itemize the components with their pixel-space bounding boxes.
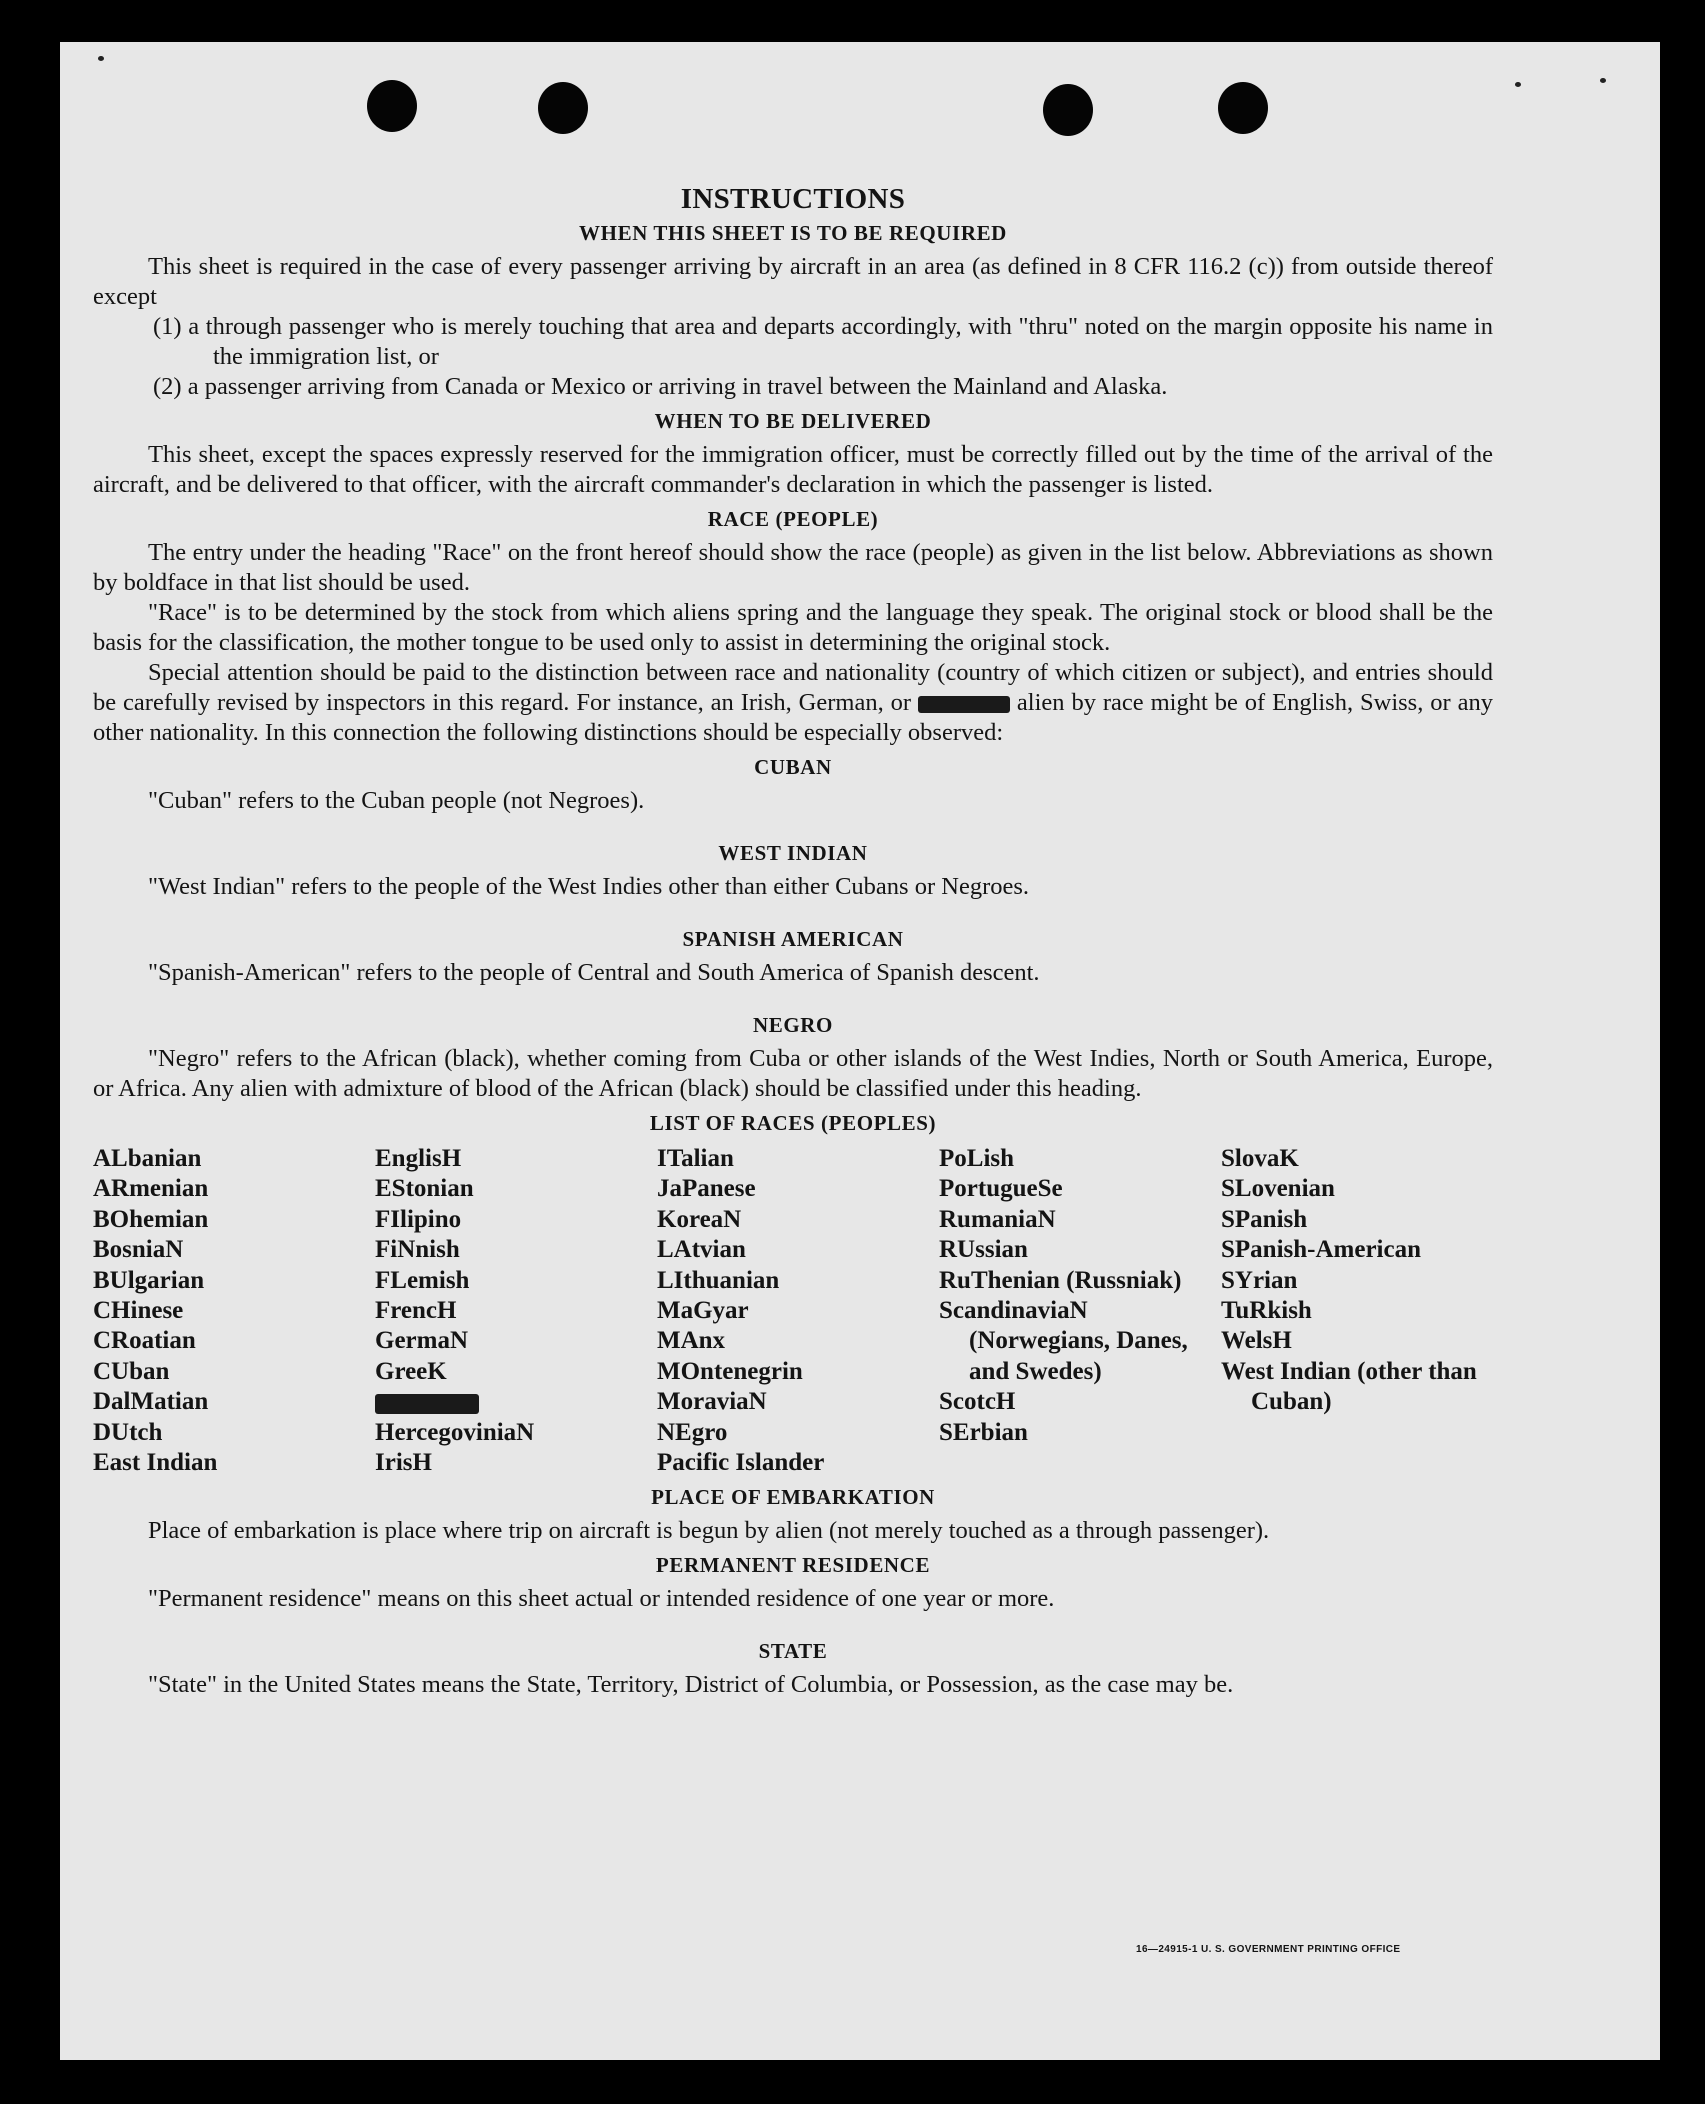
race-item: BosniaN <box>93 1236 184 1264</box>
heading-race: RACE (PEOPLE) <box>707 507 879 531</box>
race-column-2 <box>375 1144 657 1478</box>
heading-state: STATE <box>758 1639 828 1664</box>
race-item: BOhemian <box>93 1205 209 1233</box>
heading-place-of-embarkation: PLACE OF EMBARKATION <box>651 1485 935 1510</box>
race-item: CUban <box>93 1357 170 1385</box>
cuban-text: "Cuban" refers to the Cuban people (not Negroes). <box>148 787 645 814</box>
race-item: SErbian <box>939 1418 1028 1446</box>
race-item: ITalian <box>657 1145 734 1172</box>
heading-spanish-american: SPANISH AMERICAN <box>682 927 904 951</box>
race-item: EnglisH <box>375 1145 462 1172</box>
race-paragraph-2: "Race" is to be determined by the stock from which aliens spring and the language they speak. The original stock or blood shall be the basis for the classification, the mother tongue to be used only to assist in determining the original stock. <box>93 599 1493 656</box>
race-item: ScotcH <box>939 1388 1016 1416</box>
race-item: IrisH <box>375 1449 432 1477</box>
race-item: RumaniaN <box>939 1205 1056 1233</box>
race-item: FLemish <box>375 1266 470 1294</box>
exception-1: (1) a through passenger who is merely touching that area and departs accordingly, with "thru" noted on the margin opposite his name in the immigration list, or <box>153 313 1493 370</box>
speck <box>98 56 104 61</box>
race-column-3 <box>657 1144 939 1478</box>
race-item: NEgro <box>657 1418 728 1446</box>
race-item: SYrian <box>1221 1266 1298 1294</box>
race-item: WelsH <box>1221 1327 1292 1355</box>
race-paragraph-3-part-a: Special attention should be paid to the distinction between race and nationality (country of which citizen or subject), and entries should be carefully revised by inspectors in this regard. For instance, an Irish, German, or <box>93 659 1493 716</box>
race-item: FIlipino <box>375 1205 462 1233</box>
instructions-content <box>93 144 1493 1700</box>
race-item: LAtvian <box>657 1236 746 1264</box>
race-item: TuRkish <box>1221 1297 1312 1325</box>
race-item: ARmenian <box>93 1175 209 1203</box>
race-item-redacted <box>375 1387 657 1417</box>
race-item: SPanish-American <box>1221 1236 1421 1264</box>
negro-text: "Negro" refers to the African (black), whether coming from Cuba or other islands of the West Indies, North or South America, Europe, or Africa. Any alien with admixture of blood of the African (black) should be classified under this heading. <box>93 1045 1493 1102</box>
race-column-4 <box>939 1144 1221 1478</box>
heading-when-delivered: WHEN TO BE DELIVERED <box>654 409 932 433</box>
heading-when-required: WHEN THIS SHEET IS TO BE REQUIRED <box>579 221 1007 245</box>
race-item: DalMatian <box>93 1388 209 1416</box>
heading-negro: NEGRO <box>752 1013 833 1037</box>
race-item: KoreaN <box>657 1205 742 1233</box>
race-item: RUssian <box>939 1236 1028 1264</box>
embarkation-text: Place of embarkation is place where trip on aircraft is begun by alien (not merely touched as a through passenger). <box>148 1517 1270 1545</box>
delivered-text: This sheet, except the spaces expressly reserved for the immigration officer, must be correctly filled out by the time of the arrival of the aircraft, and be delivered to that officer, with the aircraft commander's declaration in which the passenger is listed. <box>93 441 1493 498</box>
race-paragraph-3-part-b: alien by race might be of English, Swiss, or any other nationality. In this connection the following distinctions should be especially observed: <box>93 689 1493 746</box>
race-item: Pacific Islander <box>657 1449 825 1477</box>
race-item: GermaN <box>375 1327 469 1355</box>
race-column-1 <box>93 1144 375 1478</box>
race-item: PoLish <box>939 1145 1015 1172</box>
redaction-mark <box>918 696 1010 713</box>
race-item: PortugueSe <box>939 1175 1063 1203</box>
speck <box>1600 78 1606 83</box>
race-item: West Indian (other than Cuban) <box>1221 1357 1477 1416</box>
race-item: BUlgarian <box>93 1266 205 1294</box>
heading-west-indian: WEST INDIAN <box>718 841 868 865</box>
west-indian-text: "West Indian" refers to the people of the West Indies other than either Cubans or Negroes. <box>148 873 1030 900</box>
punch-hole <box>1218 82 1268 134</box>
race-item: MoraviaN <box>657 1388 767 1416</box>
race-item: East Indian <box>93 1449 218 1477</box>
required-intro: This sheet is required in the case of every passenger arriving by aircraft in an area (as defined in 8 CFR 116.2 (c)) from outside thereof except <box>93 253 1493 310</box>
race-column-5 <box>1221 1144 1503 1478</box>
redaction-mark <box>375 1394 479 1414</box>
race-item: SPanish <box>1221 1205 1308 1233</box>
race-item: HercegoviniaN <box>375 1418 535 1446</box>
race-item: MOntenegrin <box>657 1357 803 1385</box>
heading-permanent-residence: PERMANENT RESIDENCE <box>655 1553 931 1578</box>
race-item: RuThenian (Russniak) <box>939 1266 1182 1294</box>
exception-2: (2) a passenger arriving from Canada or Mexico or arriving in travel between the Mainland and Alaska. <box>153 373 1168 400</box>
state-text: "State" in the United States means the State, Territory, District of Columbia, or Possession, as the case may be. <box>148 1671 1234 1699</box>
race-item: CRoatian <box>93 1327 196 1355</box>
residence-text: "Permanent residence" means on this sheet actual or intended residence of one year or more. <box>148 1585 1055 1613</box>
heading-list-of-races: LIST OF RACES (PEOPLES) <box>649 1111 937 1135</box>
punch-hole <box>1043 84 1093 136</box>
race-item: JaPanese <box>657 1175 756 1203</box>
race-item: ScandinaviaN (Norwegians, Danes, and Swedes) <box>939 1297 1188 1385</box>
race-item: EStonian <box>375 1175 474 1203</box>
race-item: LIthuanian <box>657 1266 780 1294</box>
punch-hole <box>367 80 417 132</box>
race-paragraph-1: The entry under the heading "Race" on the front hereof should show the race (people) as given in the list below. Abbreviations as shown by boldface in that list should be used. <box>93 539 1493 596</box>
spanish-american-text: "Spanish-American" refers to the people of Central and South America of Spanish descent. <box>148 959 1040 986</box>
speck <box>1515 82 1521 87</box>
race-item: SLovenian <box>1221 1175 1335 1203</box>
race-item: FrencH <box>375 1297 457 1325</box>
race-item: FiNnish <box>375 1236 460 1264</box>
punch-hole <box>538 82 588 134</box>
race-item: MAnx <box>657 1327 726 1355</box>
race-list <box>93 1144 1503 1478</box>
race-item: MaGyar <box>657 1297 749 1325</box>
race-item: DUtch <box>93 1418 163 1446</box>
race-paragraph-3 <box>93 658 1493 748</box>
race-item: SlovaK <box>1221 1145 1299 1172</box>
race-item: GreeK <box>375 1357 447 1385</box>
page-title: INSTRUCTIONS <box>680 183 906 215</box>
heading-cuban: CUBAN <box>754 755 832 779</box>
printing-office-code: 16—24915-1 U. S. GOVERNMENT PRINTING OFFICE <box>1136 1944 1401 1955</box>
race-item: ALbanian <box>93 1145 202 1172</box>
race-item: CHinese <box>93 1297 184 1325</box>
